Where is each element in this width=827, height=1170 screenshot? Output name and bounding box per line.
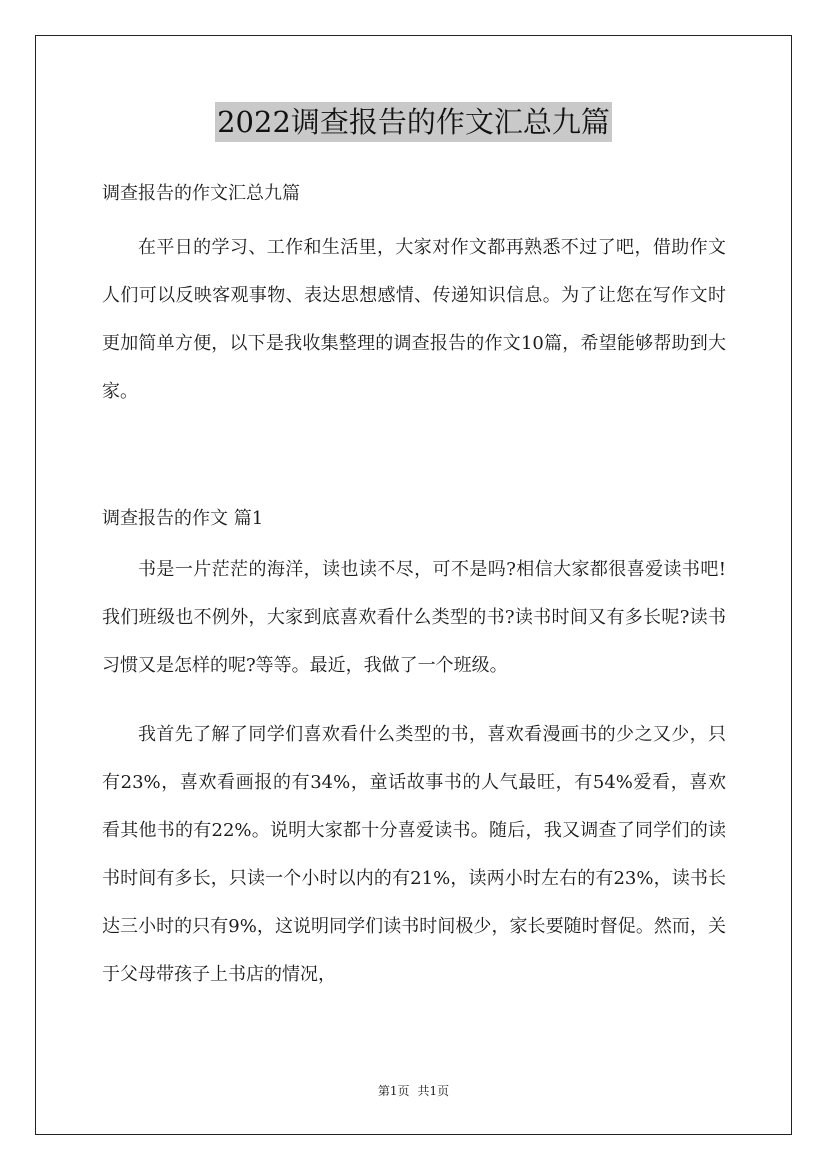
section-heading: 调查报告的作文 篇1 [102, 508, 264, 529]
page-footer [0, 1082, 827, 1100]
page-number: 第1页 [377, 1084, 410, 1098]
body-paragraph: 书是一片茫茫的海洋，读也读不尽，可不是吗?相信大家都很喜爱读书吧!我们班级也不例外，大家到底喜欢看什么类型的书?读书时间又有多长呢?读书习惯又是怎样的呢?等等。最近，我做了一个班级。 [102, 559, 726, 676]
intro-paragraph: 在平日的学习、工作和生活里，大家对作文都再熟悉不过了吧，借助作文人们可以反映客观事物、表达思想感情、传递知识信息。为了让您在写作文时更加简单方便，以下是我收集整理的调查报告的作文10篇，希望能够帮助到大家。 [102, 237, 726, 402]
document-subtitle: 调查报告的作文汇总九篇 [102, 183, 300, 204]
document-title: 2022调查报告的作文汇总九篇 [215, 102, 612, 142]
body-paragraph: 我首先了解了同学们喜欢看什么类型的书，喜欢看漫画书的少之又少，只有23%，喜欢看画报的有34%，童话故事书的人气最旺，有54%爱看，喜欢看其他书的有22%。说明大家都十分喜爱读书。随后，我又调查了同学们的读书时间有多长，只读一个小时以内的有21%，读两小时左右的有23%，读书长达三小时的只有9%，这说明同学们读书时间极少，家长要随时督促。然而，关于父母带孩子上书店的情况， [102, 724, 726, 985]
page-total: 共1页 [417, 1084, 450, 1098]
title-container [0, 102, 827, 142]
